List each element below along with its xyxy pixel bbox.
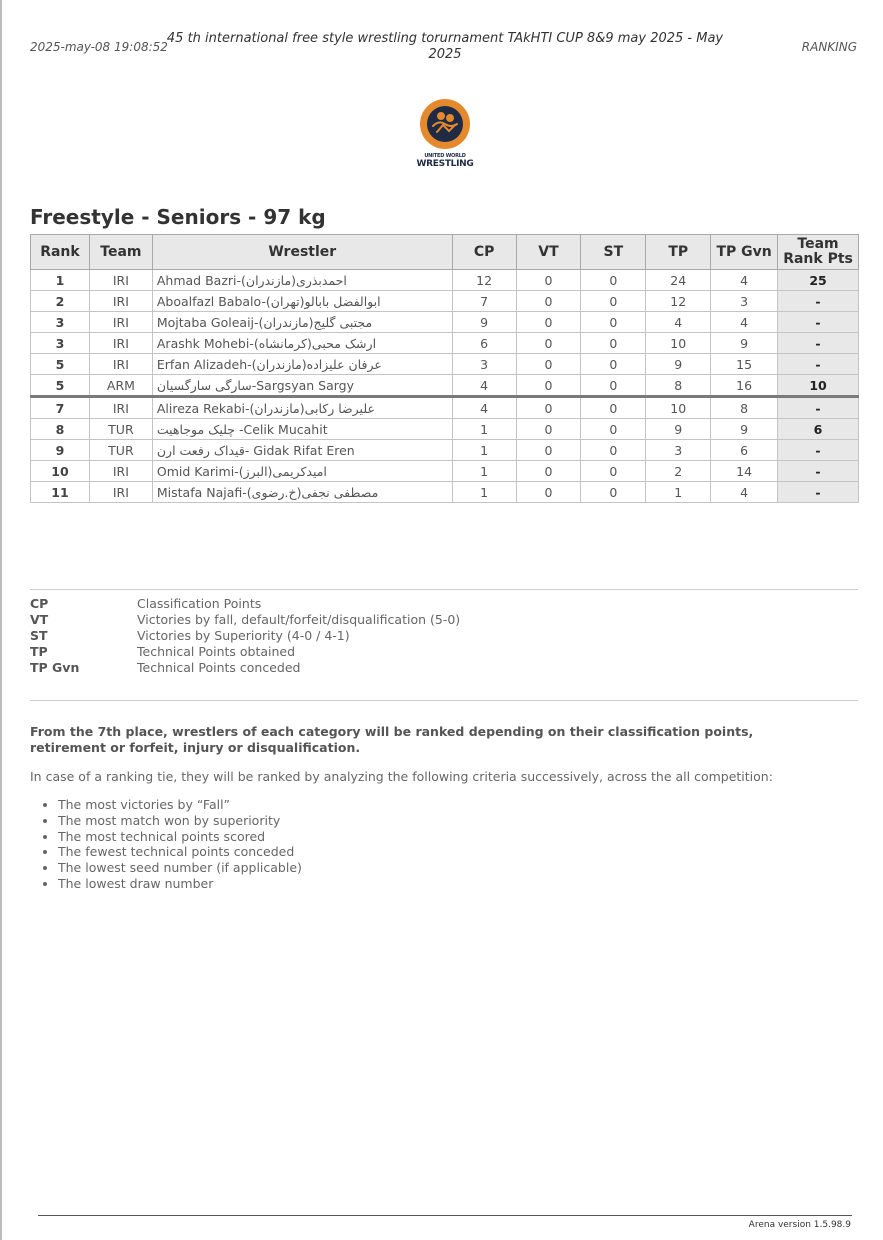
cell-vt: 0 [516,291,581,312]
cell-vt: 0 [516,440,581,461]
cell-team: IRI [89,482,152,503]
cell-cp: 9 [452,312,516,333]
cell-st: 0 [581,419,646,440]
cell-team-pts: 10 [778,375,859,397]
cell-tp: 9 [646,419,711,440]
cell-team: TUR [89,440,152,461]
cell-team-pts: - [778,397,859,419]
legend-desc: Victories by fall, default/forfeit/disqualification (5-0) [137,612,461,627]
divider [30,589,858,590]
col-header-team-rank-pts: Team Rank Pts [778,235,859,270]
divider [30,700,858,701]
cell-rank: 3 [31,312,90,333]
table-row [31,419,859,440]
cell-cp: 4 [452,397,516,419]
app-version: Arena version 1.5.98.9 [748,1220,851,1230]
cell-vt: 0 [516,312,581,333]
table-row [31,270,859,291]
cell-team: IRI [89,270,152,291]
cell-vt: 0 [516,354,581,375]
cell-wrestler: Arashk Mohebi-ارشک محبی(کرمانشاه) [152,333,452,354]
cell-tp-gvn: 15 [711,354,778,375]
logo-text-united-world: UNITED WORLD [424,153,466,159]
report-timestamp: 2025-may-08 19:08:52 [30,40,168,54]
tie-criteria-list [30,797,302,892]
table-row [31,482,859,503]
cell-vt: 0 [516,270,581,291]
cell-tp-gvn: 3 [711,291,778,312]
cell-tp: 8 [646,375,711,397]
cell-team: IRI [89,354,152,375]
cell-vt: 0 [516,419,581,440]
table-row [31,333,859,354]
cell-team-pts: - [778,333,859,354]
legend-item [30,596,460,612]
cell-tp-gvn: 4 [711,482,778,503]
cell-cp: 4 [452,375,516,397]
cell-tp: 9 [646,354,711,375]
list-item: • The most victories by “Fall” [58,797,302,813]
category-title: Freestyle - Seniors - 97 kg [30,205,326,229]
cell-team-pts: - [778,482,859,503]
cell-wrestler: چلیک موجاهیت -Celik Mucahit [152,419,452,440]
legend [30,596,460,676]
legend-abbr: ST [30,628,48,643]
col-header-rank: Rank [31,235,90,270]
cell-rank: 5 [31,354,90,375]
cell-rank: 5 [31,375,90,397]
table-row [31,291,859,312]
cell-cp: 12 [452,270,516,291]
col-header-tp-gvn: TP Gvn [711,235,778,270]
cell-tp: 1 [646,482,711,503]
cell-tp-gvn: 4 [711,312,778,333]
cell-tp-gvn: 9 [711,419,778,440]
cell-st: 0 [581,312,646,333]
cell-vt: 0 [516,333,581,354]
cell-team: IRI [89,312,152,333]
cell-tp: 4 [646,312,711,333]
cell-team: IRI [89,397,152,419]
table-row [31,440,859,461]
cell-wrestler: Mistafa Najafi-مصطفی نجفی(خ.رضوی) [152,482,452,503]
cell-team-pts: - [778,440,859,461]
cell-rank: 2 [31,291,90,312]
uww-logo [416,98,474,176]
cell-tp-gvn: 6 [711,440,778,461]
report-type: RANKING [801,40,857,54]
cell-wrestler: Erfan Alizadeh-عرفان علیزاده(مازندران) [152,354,452,375]
cell-team-pts: 25 [778,270,859,291]
cell-team-pts: 6 [778,419,859,440]
cell-tp-gvn: 9 [711,333,778,354]
cell-tp: 24 [646,270,711,291]
cell-st: 0 [581,482,646,503]
legend-item [30,628,460,644]
cell-cp: 3 [452,354,516,375]
cell-team: ARM [89,375,152,397]
cell-rank: 9 [31,440,90,461]
list-item: • The lowest draw number [58,876,302,892]
legend-item [30,660,460,676]
cell-team: TUR [89,419,152,440]
uww-emblem-icon [419,98,471,150]
cell-rank: 10 [31,461,90,482]
cell-vt: 0 [516,482,581,503]
cell-tp: 3 [646,440,711,461]
cell-vt: 0 [516,461,581,482]
cell-wrestler: Omid Karimi-امیدکریمی(البرز) [152,461,452,482]
logo-text-wrestling: WRESTLING [416,159,474,169]
cell-wrestler: Alireza Rekabi-علیرضا رکابی(مازندران) [152,397,452,419]
cell-wrestler: قیداک رفعت ارن- Gidak Rifat Eren [152,440,452,461]
legend-abbr: TP [30,644,48,659]
cell-rank: 7 [31,397,90,419]
cell-st: 0 [581,333,646,354]
cell-team: IRI [89,333,152,354]
cell-wrestler: Mojtaba Goleaij-مجتبی گلیج(مازندران) [152,312,452,333]
cell-team-pts: - [778,312,859,333]
cell-st: 0 [581,291,646,312]
table-header-row [31,235,859,270]
cell-tp: 10 [646,333,711,354]
list-item: • The lowest seed number (if applicable) [58,860,302,876]
cell-tp-gvn: 16 [711,375,778,397]
col-header-vt: VT [516,235,581,270]
cell-team-pts: - [778,354,859,375]
cell-cp: 1 [452,419,516,440]
col-header-cp: CP [452,235,516,270]
ranking-table [30,234,859,503]
cell-st: 0 [581,354,646,375]
cell-team-pts: - [778,291,859,312]
table-row [31,375,859,397]
cell-tp: 10 [646,397,711,419]
cell-tp-gvn: 8 [711,397,778,419]
table-row [31,312,859,333]
legend-abbr: VT [30,612,49,627]
table-row [31,461,859,482]
cell-cp: 1 [452,482,516,503]
cell-cp: 1 [452,461,516,482]
list-item: • The fewest technical points conceded [58,844,302,860]
cell-vt: 0 [516,397,581,419]
cell-tp-gvn: 4 [711,270,778,291]
cell-tp: 2 [646,461,711,482]
cell-wrestler: Ahmad Bazri-احمدبذری(مازندران) [152,270,452,291]
cell-rank: 1 [31,270,90,291]
ranking-note-bold: From the 7th place, wrestlers of each category will be ranked depending on their classification points, retirement or forfeit, injury or disqualification. [30,724,754,755]
table-row [31,354,859,375]
table-row [31,397,859,419]
col-header-wrestler: Wrestler [152,235,452,270]
cell-team: IRI [89,461,152,482]
footer-divider [38,1215,852,1216]
col-header-team: Team [89,235,152,270]
cell-wrestler: Aboalfazl Babalo-ابوالفضل بابالو(تهران) [152,291,452,312]
cell-cp: 7 [452,291,516,312]
cell-tp: 12 [646,291,711,312]
col-header-tp: TP [646,235,711,270]
cell-st: 0 [581,461,646,482]
ranking-note: In case of a ranking tie, they will be ranked by analyzing the following criteria successively, across the all competition: [30,769,773,784]
legend-desc: Victories by Superiority (4-0 / 4-1) [137,628,350,643]
cell-rank: 11 [31,482,90,503]
cell-st: 0 [581,440,646,461]
cell-cp: 1 [452,440,516,461]
cell-st: 0 [581,375,646,397]
cell-rank: 3 [31,333,90,354]
legend-desc: Technical Points obtained [137,644,296,659]
cell-st: 0 [581,397,646,419]
page-edge [0,0,2,1240]
list-item: • The most match won by superiority [58,813,302,829]
list-item: • The most technical points scored [58,829,302,845]
event-title: 45 th international free style wrestling torurnament TAkHTI CUP 8&9 may 2025 - May 2025 [166,31,724,62]
col-header-st: ST [581,235,646,270]
legend-desc: Classification Points [137,596,262,611]
cell-team-pts: - [778,461,859,482]
legend-abbr: CP [30,596,49,611]
cell-wrestler: سارگی سارگسیان-Sargsyan Sargy [152,375,452,397]
cell-rank: 8 [31,419,90,440]
legend-item [30,612,460,628]
legend-desc: Technical Points conceded [137,660,301,675]
cell-team: IRI [89,291,152,312]
cell-cp: 6 [452,333,516,354]
legend-abbr: TP Gvn [30,660,80,675]
legend-item [30,644,460,660]
cell-vt: 0 [516,375,581,397]
cell-st: 0 [581,270,646,291]
cell-tp-gvn: 14 [711,461,778,482]
